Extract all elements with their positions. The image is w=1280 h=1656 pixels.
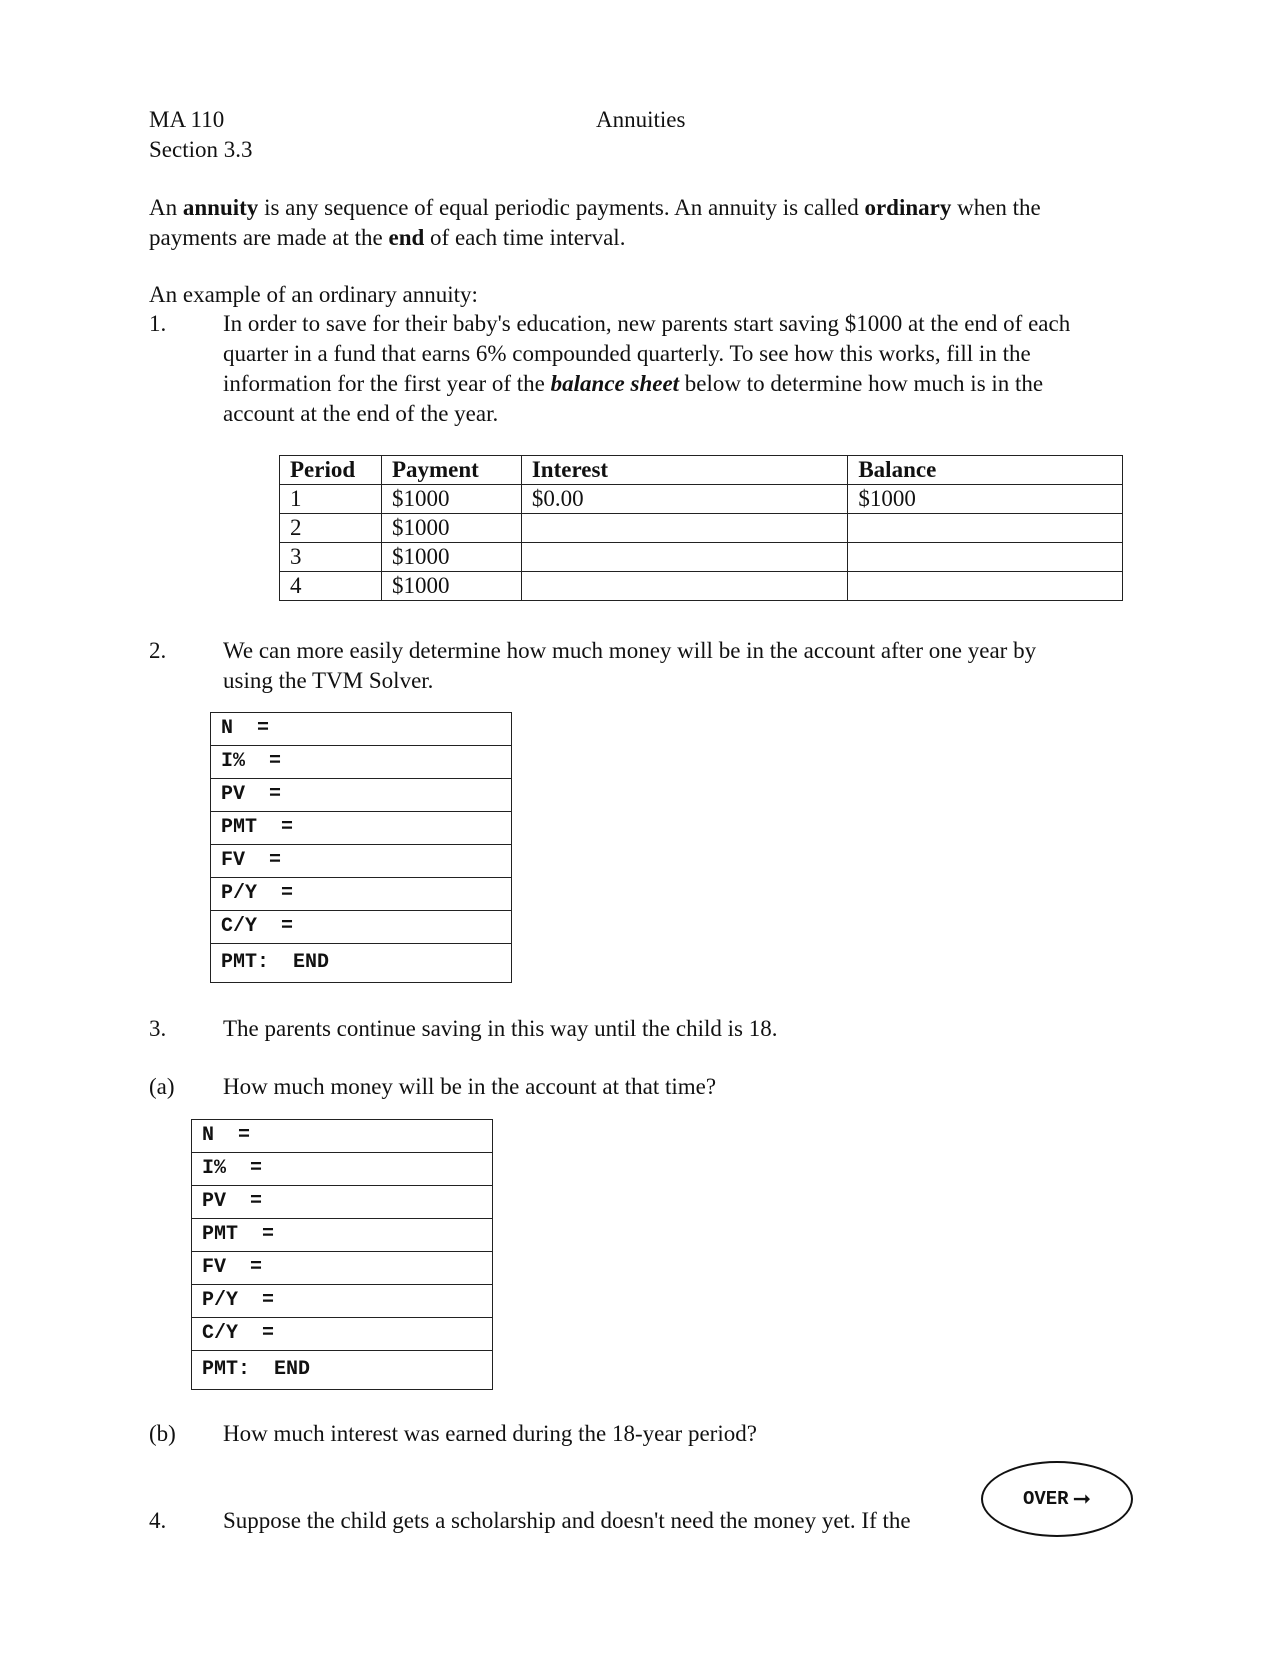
tvm-row-pmt: PMT = [192, 1219, 492, 1252]
cell-period: 1 [280, 485, 382, 514]
section-number: Section 3.3 [149, 137, 253, 162]
tvm-row-pv: PV = [211, 779, 511, 812]
cell-balance [848, 543, 1123, 572]
balance-sheet-header-row [280, 456, 1123, 485]
tvm-row-fv: FV = [211, 845, 511, 878]
tvm-row-py: P/Y = [192, 1285, 492, 1318]
header-payment: Payment [381, 456, 521, 485]
tvm-row-n: N = [211, 713, 511, 746]
table-row [280, 572, 1123, 601]
cell-payment: $1000 [381, 543, 521, 572]
question-3-number: 3. [149, 1016, 167, 1041]
cell-interest: $0.00 [521, 485, 848, 514]
tvm-row-fv: FV = [192, 1252, 492, 1285]
table-row [280, 485, 1123, 514]
header-period: Period [280, 456, 382, 485]
tvm-row-cy: C/Y = [192, 1318, 492, 1351]
question-3a-label: (a) [149, 1074, 175, 1099]
balance-sheet-table [279, 455, 1123, 601]
question-2-number: 2. [149, 638, 167, 663]
tvm-row-pv: PV = [192, 1186, 492, 1219]
tvm-row-i: I% = [192, 1153, 492, 1186]
question-1-number: 1. [149, 311, 167, 336]
cell-balance [848, 514, 1123, 543]
tvm-row-cy: C/Y = [211, 911, 511, 944]
tvm-row-pmt-mode: PMT: END [221, 951, 330, 974]
over-page-indicator [981, 1461, 1133, 1537]
table-row [280, 514, 1123, 543]
cell-interest [521, 543, 848, 572]
question-1-text: In order to save for their baby's education, new parents start saving $1000 at the end of each quarter in a fund that earns 6% compounded quarterly. To see how this works, fill in the information for the first year of the balance sheet below to determine how much is in the account at the end of the year. [223, 311, 1071, 426]
page-title: Annuities [596, 107, 686, 132]
header-interest: Interest [521, 456, 848, 485]
cell-payment: $1000 [381, 514, 521, 543]
cell-period: 3 [280, 543, 382, 572]
intro-line-2: payments are made at the end of each time interval. [149, 225, 626, 250]
tvm-solver-box-1 [210, 712, 512, 983]
question-3b-text: How much interest was earned during the 18-year period? [223, 1421, 757, 1446]
cell-payment: $1000 [381, 572, 521, 601]
cell-period: 2 [280, 514, 382, 543]
question-3-text: The parents continue saving in this way until the child is 18. [223, 1016, 778, 1041]
cell-balance [848, 572, 1123, 601]
arrow-right-icon: ➞ [1072, 1486, 1092, 1511]
tvm-row-pmt: PMT = [211, 812, 511, 845]
tvm-row-py: P/Y = [211, 878, 511, 911]
tvm-row-pmt-mode: PMT: END [202, 1358, 311, 1381]
question-2-text: We can more easily determine how much money will be in the account after one year by using the TVM Solver. [223, 638, 1037, 693]
cell-period: 4 [280, 572, 382, 601]
tvm-solver-box-2 [191, 1119, 493, 1390]
tvm-row-n: N = [192, 1120, 492, 1153]
question-4-text: Suppose the child gets a scholarship and doesn't need the money yet. If the [223, 1508, 911, 1533]
example-heading: An example of an ordinary annuity: [149, 282, 478, 307]
intro-line-1: An annuity is any sequence of equal periodic payments. An annuity is called ordinary when the [149, 195, 1041, 220]
cell-interest [521, 572, 848, 601]
table-row [280, 543, 1123, 572]
cell-balance: $1000 [848, 485, 1123, 514]
course-code: MA 110 [149, 107, 225, 132]
header-balance: Balance [848, 456, 1123, 485]
question-3b-label: (b) [149, 1421, 176, 1446]
cell-interest [521, 514, 848, 543]
question-3a-text: How much money will be in the account at that time? [223, 1074, 717, 1099]
over-label: OVER [1022, 1488, 1069, 1510]
tvm-row-i: I% = [211, 746, 511, 779]
question-4-number: 4. [149, 1508, 167, 1533]
cell-payment: $1000 [381, 485, 521, 514]
